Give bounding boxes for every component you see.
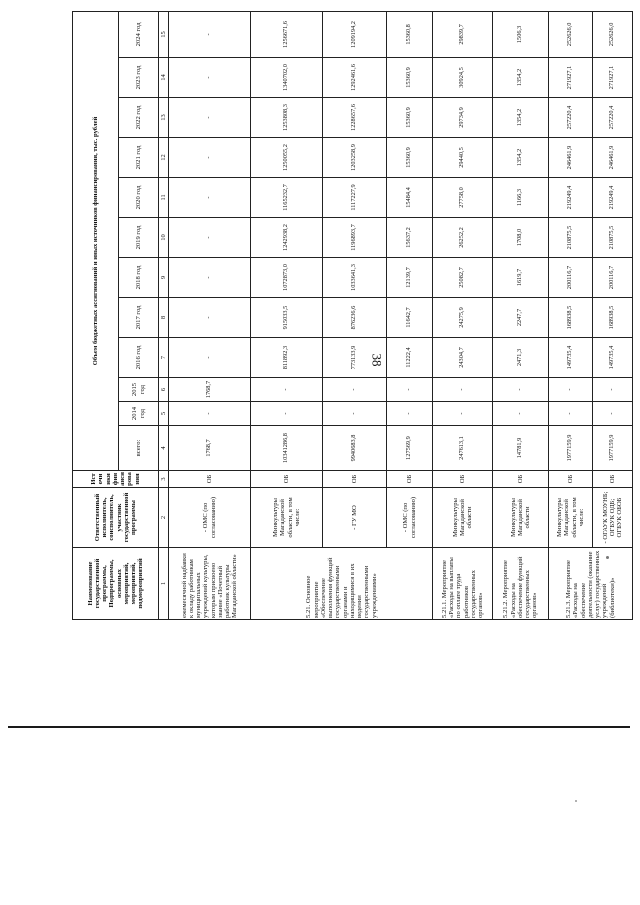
row-year-value: - (323, 402, 387, 426)
row-year-value: 271927,1 (549, 58, 593, 98)
row-year-value: 168938,5 (549, 298, 593, 338)
header-year: 2020 год (119, 178, 159, 218)
row-year-value: 1340702,0 (251, 58, 323, 98)
row-year-value: 26252,2 (433, 218, 493, 258)
row-year-value: 11642,7 (387, 298, 433, 338)
row-year-value: 915033,5 (251, 298, 323, 338)
row-year-value: 15360,9 (387, 98, 433, 138)
row-year-value: - (169, 218, 251, 258)
row-year-value: 1242938,2 (251, 218, 323, 258)
header-year: 2024 год (119, 11, 159, 57)
column-number: 11 (159, 178, 169, 218)
row-year-value: 15360,9 (387, 58, 433, 98)
header-funding-source: Источники финансирования (73, 471, 159, 488)
row-year-value: 2471,3 (493, 338, 549, 378)
row-year-value: 1033641,3 (323, 258, 387, 298)
row-year-value: 1256671,6 (251, 11, 323, 57)
row-year-value: 27758,0 (433, 178, 493, 218)
row-year-value: 29440,5 (433, 138, 493, 178)
table-row (169, 11, 251, 619)
row-year-value: - (251, 402, 323, 426)
page-number: 38 (369, 353, 385, 367)
scan-speck (575, 800, 577, 802)
row-year-value: - (169, 178, 251, 218)
column-number: 12 (159, 138, 169, 178)
row-program-name: 5.21. Основное мероприятие «Обеспечение выполнения функций государственными органами и находящимися в их ведении государственными учреждениями» (251, 548, 433, 620)
header-year: 2022 год (119, 98, 159, 138)
row-year-value: 1253808,3 (251, 98, 323, 138)
column-number: 9 (159, 258, 169, 298)
header-executor: Ответственный исполнитель, соисполнитель, участник государственной программы (73, 488, 159, 548)
column-number: 5 (159, 402, 169, 426)
row-year-value: 200116,7 (593, 258, 633, 298)
row-year-value: 1354,2 (493, 98, 549, 138)
row-year-value: 11222,4 (387, 338, 433, 378)
table-row (433, 11, 493, 619)
row-year-value: 210875,5 (549, 218, 593, 258)
row-total: 10341286,8 (251, 426, 323, 471)
row-year-value: - (251, 378, 323, 402)
header-year: 2023 год (119, 58, 159, 98)
row-year-value: 24275,9 (433, 298, 493, 338)
row-executor: Минкультуры Магаданской области, в том числе: (251, 488, 323, 548)
row-year-value: 168938,5 (593, 298, 633, 338)
header-year: 2018 год (119, 258, 159, 298)
row-year-value: 219249,4 (549, 178, 593, 218)
row-year-value: 1506,3 (493, 11, 549, 57)
column-number: 4 (159, 426, 169, 471)
column-number: 6 (159, 378, 169, 402)
table-row (251, 11, 323, 619)
row-year-value: 29734,9 (433, 98, 493, 138)
row-year-value: - (323, 378, 387, 402)
row-year-value: - (593, 378, 633, 402)
funding-table-frame (72, 12, 624, 620)
header-total: всего: (119, 426, 159, 471)
row-year-value: - (169, 258, 251, 298)
column-number: 3 (159, 471, 169, 488)
header-year: 2015 год (119, 378, 159, 402)
row-year-value: 219249,4 (593, 178, 633, 218)
row-program-name: 5.21.2. Мероприятие «Расходы на обеспечение функций государственных органов» (493, 548, 549, 620)
header-year: 2019 год (119, 218, 159, 258)
row-year-value: 1354,2 (493, 58, 549, 98)
row-year-value: - (493, 378, 549, 402)
row-executor: - ГУ МО (323, 488, 387, 548)
row-executor: Минкультуры Магаданской области (493, 488, 549, 548)
row-year-value: 1354,2 (493, 138, 549, 178)
row-total: 247613,1 (433, 426, 493, 471)
row-year-value: - (169, 338, 251, 378)
row-year-value: - (387, 402, 433, 426)
header-year: 2021 год (119, 138, 159, 178)
horizontal-rule (8, 726, 630, 728)
row-year-value: - (593, 402, 633, 426)
row-year-value: 1166,3 (493, 178, 549, 218)
header-year: 2017 год (119, 298, 159, 338)
row-year-value: 1209194,2 (323, 11, 387, 57)
row-year-value: 811892,3 (251, 338, 323, 378)
row-year-value: 15637,2 (387, 218, 433, 258)
row-total: 1977159,9 (549, 426, 593, 471)
row-year-value: 271927,1 (593, 58, 633, 98)
row-total: 14781,9 (493, 426, 549, 471)
row-year-value: 25082,7 (433, 258, 493, 298)
row-program-name: 5.21.3. Мероприятие «Расходы на обеспечение деятельности (оказание услуг) государственных учреждений (библиотеки)» (549, 548, 633, 620)
row-funding-source: ОБ (323, 471, 387, 488)
row-total: 127569,9 (387, 426, 433, 471)
column-number: 13 (159, 98, 169, 138)
row-year-value: 15484,4 (387, 178, 433, 218)
row-funding-source: ОБ (593, 471, 633, 488)
row-year-value: 200116,7 (549, 258, 593, 298)
column-number: 15 (159, 11, 169, 57)
column-number: 2 (159, 488, 169, 548)
column-number: 1 (159, 548, 169, 620)
row-year-value: 210875,5 (593, 218, 633, 258)
row-year-value: 1768,7 (169, 378, 251, 402)
row-year-value: 1250055,2 (251, 138, 323, 178)
row-executor: - ОГАУК МОУНБ; ОГБУК ОДБ; ОГБУК ОБОБ (593, 488, 633, 548)
row-year-value: - (549, 402, 593, 426)
row-executor: - ОМС (по согласованию) (169, 488, 251, 548)
table-row (387, 11, 433, 619)
header-year: 2014 год (119, 402, 159, 426)
funding-table-rotated (72, 12, 624, 620)
row-year-value: 773133,9 (323, 338, 387, 378)
column-number: 14 (159, 58, 169, 98)
header-year: 2016 год (119, 338, 159, 378)
row-year-value: - (433, 402, 493, 426)
row-year-value: 30924,5 (433, 58, 493, 98)
header-program-name: Наименование государственной программы, Подпрограммы, основных мероприятий, мероприятий, подмероприятий (73, 548, 159, 620)
header-funding-volume: Объем бюджетных ассигнований и иных источников финансирования, тыс. рублей (73, 11, 119, 470)
row-year-value: 1196893,7 (323, 218, 387, 258)
row-funding-source: ОБ (433, 471, 493, 488)
row-year-value: - (493, 402, 549, 426)
row-year-value: 1203258,9 (323, 138, 387, 178)
row-funding-source: ОБ (549, 471, 593, 488)
row-year-value: 252626,0 (549, 11, 593, 57)
row-year-value: 876236,6 (323, 298, 387, 338)
row-year-value: - (169, 138, 251, 178)
row-year-value: 257220,4 (549, 98, 593, 138)
column-number: 10 (159, 218, 169, 258)
row-funding-source: ОБ (251, 471, 323, 488)
row-year-value: - (169, 11, 251, 57)
scan-speck (606, 556, 609, 559)
row-year-value: - (169, 58, 251, 98)
row-year-value: 15360,9 (387, 138, 433, 178)
table-row (323, 11, 387, 619)
table-row (493, 11, 549, 619)
row-total: 9940683,8 (323, 426, 387, 471)
row-year-value: 15360,8 (387, 11, 433, 57)
row-funding-source: ОБ (169, 471, 251, 488)
row-funding-source: ОБ (493, 471, 549, 488)
row-year-value: 257220,4 (593, 98, 633, 138)
row-year-value: 252626,0 (593, 11, 633, 57)
row-year-value: 2247,7 (493, 298, 549, 338)
row-year-value: - (169, 402, 251, 426)
row-year-value: 1072873,0 (251, 258, 323, 298)
row-year-value: 246461,9 (593, 138, 633, 178)
row-executor: Минкультуры Магаданской области, в том числе: (549, 488, 593, 548)
row-total: 1768,7 (169, 426, 251, 471)
column-number: 7 (159, 338, 169, 378)
row-year-value: 149735,4 (549, 338, 593, 378)
row-program-name: ежемесячной надбавки к окладу работникам муниципальных учреждений культуры, которым присвоено звание «Почетный работник культуры Магаданской области» (169, 548, 251, 620)
row-funding-source: ОБ (387, 471, 433, 488)
row-year-value: 1292461,6 (323, 58, 387, 98)
row-year-value: 1708,0 (493, 218, 549, 258)
row-year-value: - (169, 298, 251, 338)
row-year-value: 1228657,6 (323, 98, 387, 138)
row-executor: - ОМС (по согласованию) (387, 488, 433, 548)
row-year-value: - (549, 378, 593, 402)
row-year-value: 246461,9 (549, 138, 593, 178)
row-year-value: 24304,7 (433, 338, 493, 378)
row-year-value: - (433, 378, 493, 402)
column-number: 8 (159, 298, 169, 338)
row-executor: Минкультуры Магаданской области (433, 488, 493, 548)
row-year-value: 149735,4 (593, 338, 633, 378)
row-year-value: 29839,7 (433, 11, 493, 57)
row-year-value: 1619,7 (493, 258, 549, 298)
row-year-value: - (169, 98, 251, 138)
row-year-value: 12139,7 (387, 258, 433, 298)
row-total: 1977159,9 (593, 426, 633, 471)
row-year-value: 1165232,7 (251, 178, 323, 218)
funding-table (72, 11, 633, 620)
table-row (593, 11, 633, 619)
row-year-value: 1117227,9 (323, 178, 387, 218)
row-year-value: - (387, 378, 433, 402)
row-program-name: 5.21.1. Мероприятие «Расходы на выплаты по оплате труда работников государственных органов» (433, 548, 493, 620)
table-row (549, 11, 593, 619)
